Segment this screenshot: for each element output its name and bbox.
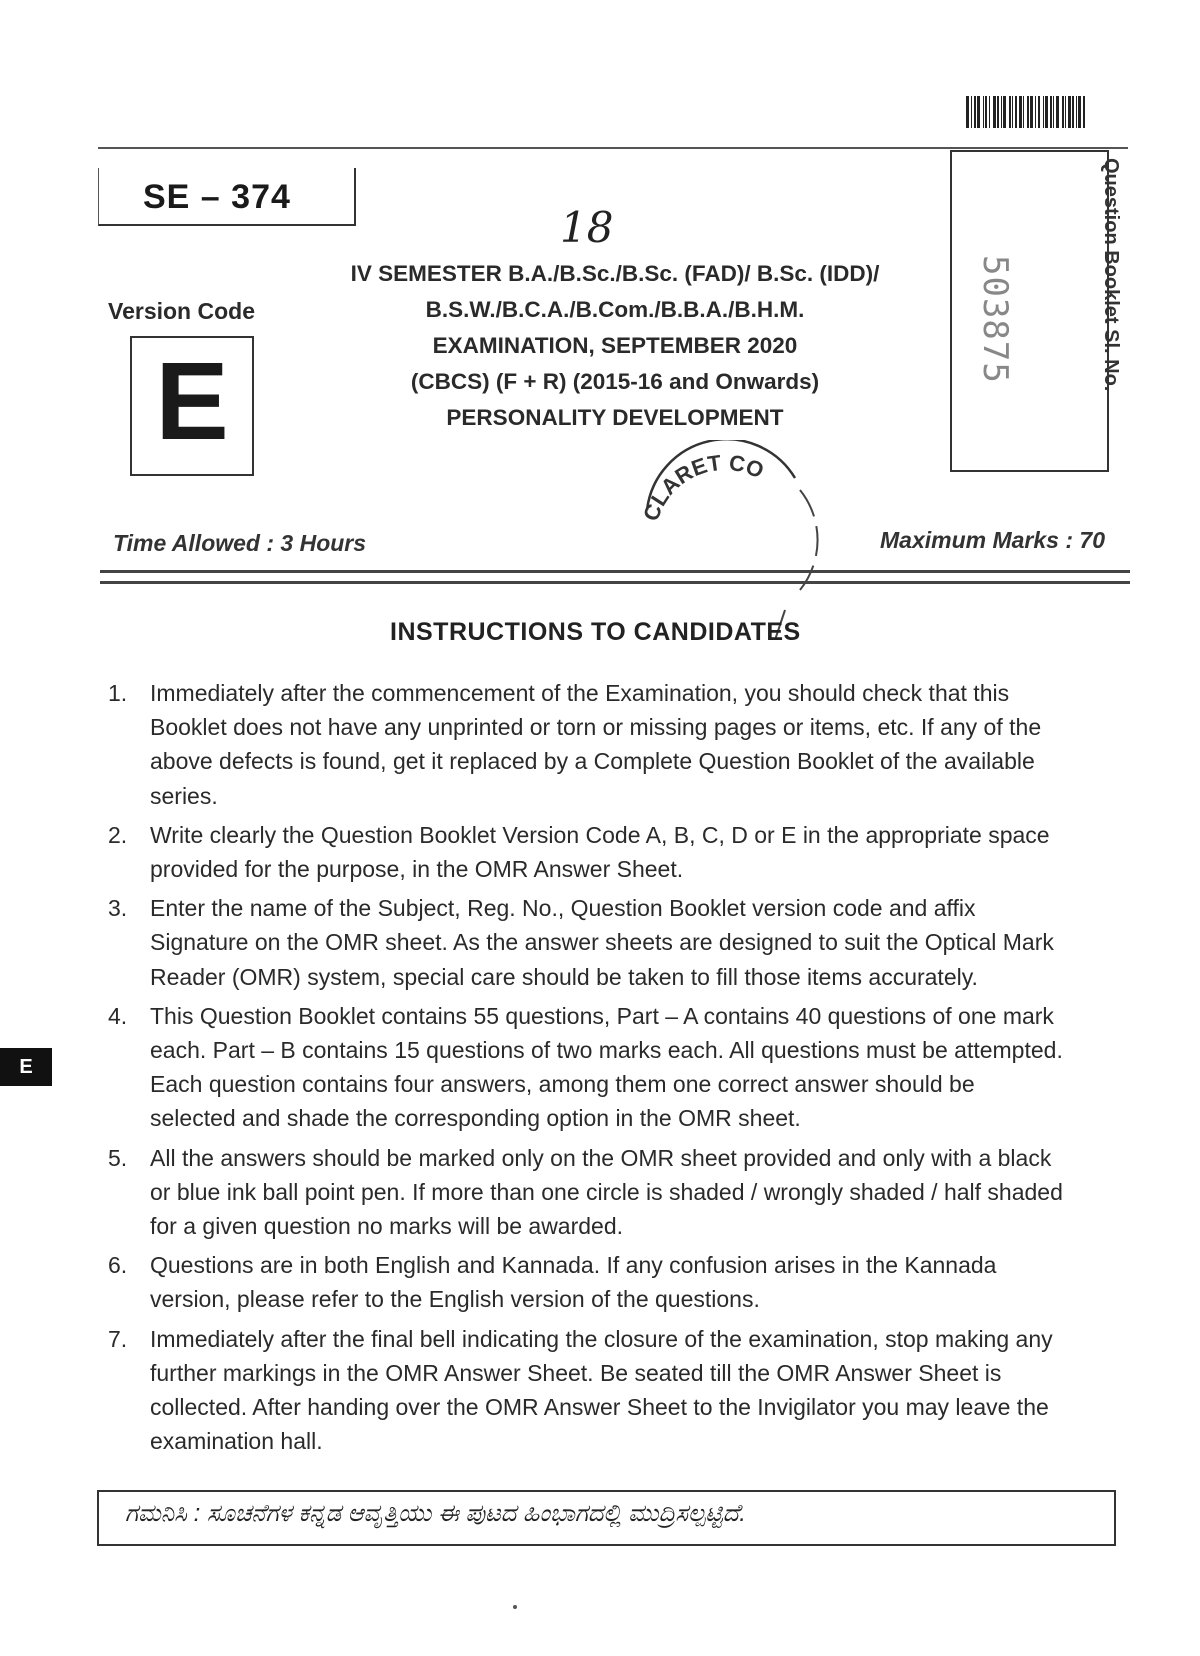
list-item: 4. This Question Booklet contains 55 questions, Part – A contains 40 questions of one mark each. Part – B contains 15 questions of two marks each. All questions must be attempted. Each question contains four answers, among them one correct answer should be selected and shade the corresponding option in the OMR sheet. <box>108 1002 1063 1132</box>
barcode <box>966 96 1136 128</box>
header-line-5: PERSONALITY DEVELOPMENT <box>446 405 784 430</box>
booklet-sl-number: 503875 <box>975 255 1015 384</box>
version-code-box <box>130 336 254 476</box>
list-item: 7. Immediately after the final bell indicating the closure of the examination, stop making any further markings in the OMR Answer Sheet. Be seated till the OMR Answer Sheet is collected. After handing over the OMR Answer Sheet to the Invigilator you may leave the examination hall. <box>108 1325 1053 1455</box>
paper-code: SE – 374 <box>143 178 291 216</box>
header-line-4: (CBCS) (F + R) (2015-16 and Onwards) <box>410 369 820 394</box>
scan-dot <box>513 1605 517 1609</box>
kannada-note-box <box>97 1490 1116 1546</box>
list-item: 5. All the answers should be marked only on the OMR sheet provided and only with a black or blue ink ball point pen. If more than one circle is shaded / wrongly shaded / half shaded for a given question no marks will be awarded. <box>108 1144 1063 1240</box>
list-item: 6. Questions are in both English and Kannada. If any confusion arises in the Kannada version, please refer to the English version of the questions. <box>108 1252 997 1313</box>
instructions-list <box>108 676 1063 1463</box>
booklet-sl-label: Question Booklet Sl. No. <box>1100 158 1122 392</box>
list-item: 3. Enter the name of the Subject, Reg. No., Question Booklet version code and affix Signature on the OMR sheet. As the answer sheets are designed to suit the Optical Mark Reader (OMR) system, special care should be taken to fill those items accurately. <box>108 895 1054 990</box>
college-stamp <box>625 440 825 640</box>
stamp-text: CLARET CO <box>638 449 768 525</box>
svg-text:CLARET CO <box>638 450 767 524</box>
list-item: 2. Write clearly the Question Booklet Version Code A, B, C, D or E in the appropriate space provided for the purpose, in the OMR Answer Sheet. <box>108 821 1050 883</box>
top-rule <box>98 147 1128 149</box>
paper-code-box <box>98 168 356 226</box>
time-allowed: Time Allowed : 3 Hours <box>113 530 367 556</box>
list-item: 1. Immediately after the commencement of the Examination, you should check that this Booklet does not have any unprinted or torn or missing pages or items, etc. If any of the above defects is found, get it replaced by a Complete Question Booklet of the available series. <box>108 680 1042 809</box>
version-code: E <box>155 340 229 463</box>
max-marks: Maximum Marks : 70 <box>880 527 1105 553</box>
header-line-2: B.S.W./B.C.A./B.Com./B.B.A./B.H.M. <box>425 297 805 322</box>
handwritten-number: 18 <box>560 203 614 252</box>
kannada-note: ಗಮನಿಸಿ : ಸೂಚನೆಗಳ ಕನ್ನಡ ಆವೃತ್ತಿಯು ಈ ಪುಟದ ಹಿಂಭಾಗದಲ್ಲಿ ಮುದ್ರಿಸಲ್ಪಟ್ಟಿದೆ. <box>125 1500 746 1527</box>
booklet-sl-box <box>950 150 1109 472</box>
version-code-label: Version Code <box>108 298 255 324</box>
header-line-1: IV SEMESTER B.A./B.Sc./B.Sc. (FAD)/ B.Sc. (IDD)/ <box>350 261 880 286</box>
exam-header <box>240 256 990 436</box>
double-rule <box>100 570 1130 584</box>
header-line-3: EXAMINATION, SEPTEMBER 2020 <box>432 333 798 358</box>
side-version-tab: E <box>0 1048 52 1086</box>
instructions-title: INSTRUCTIONS TO CANDIDATES <box>390 618 801 646</box>
